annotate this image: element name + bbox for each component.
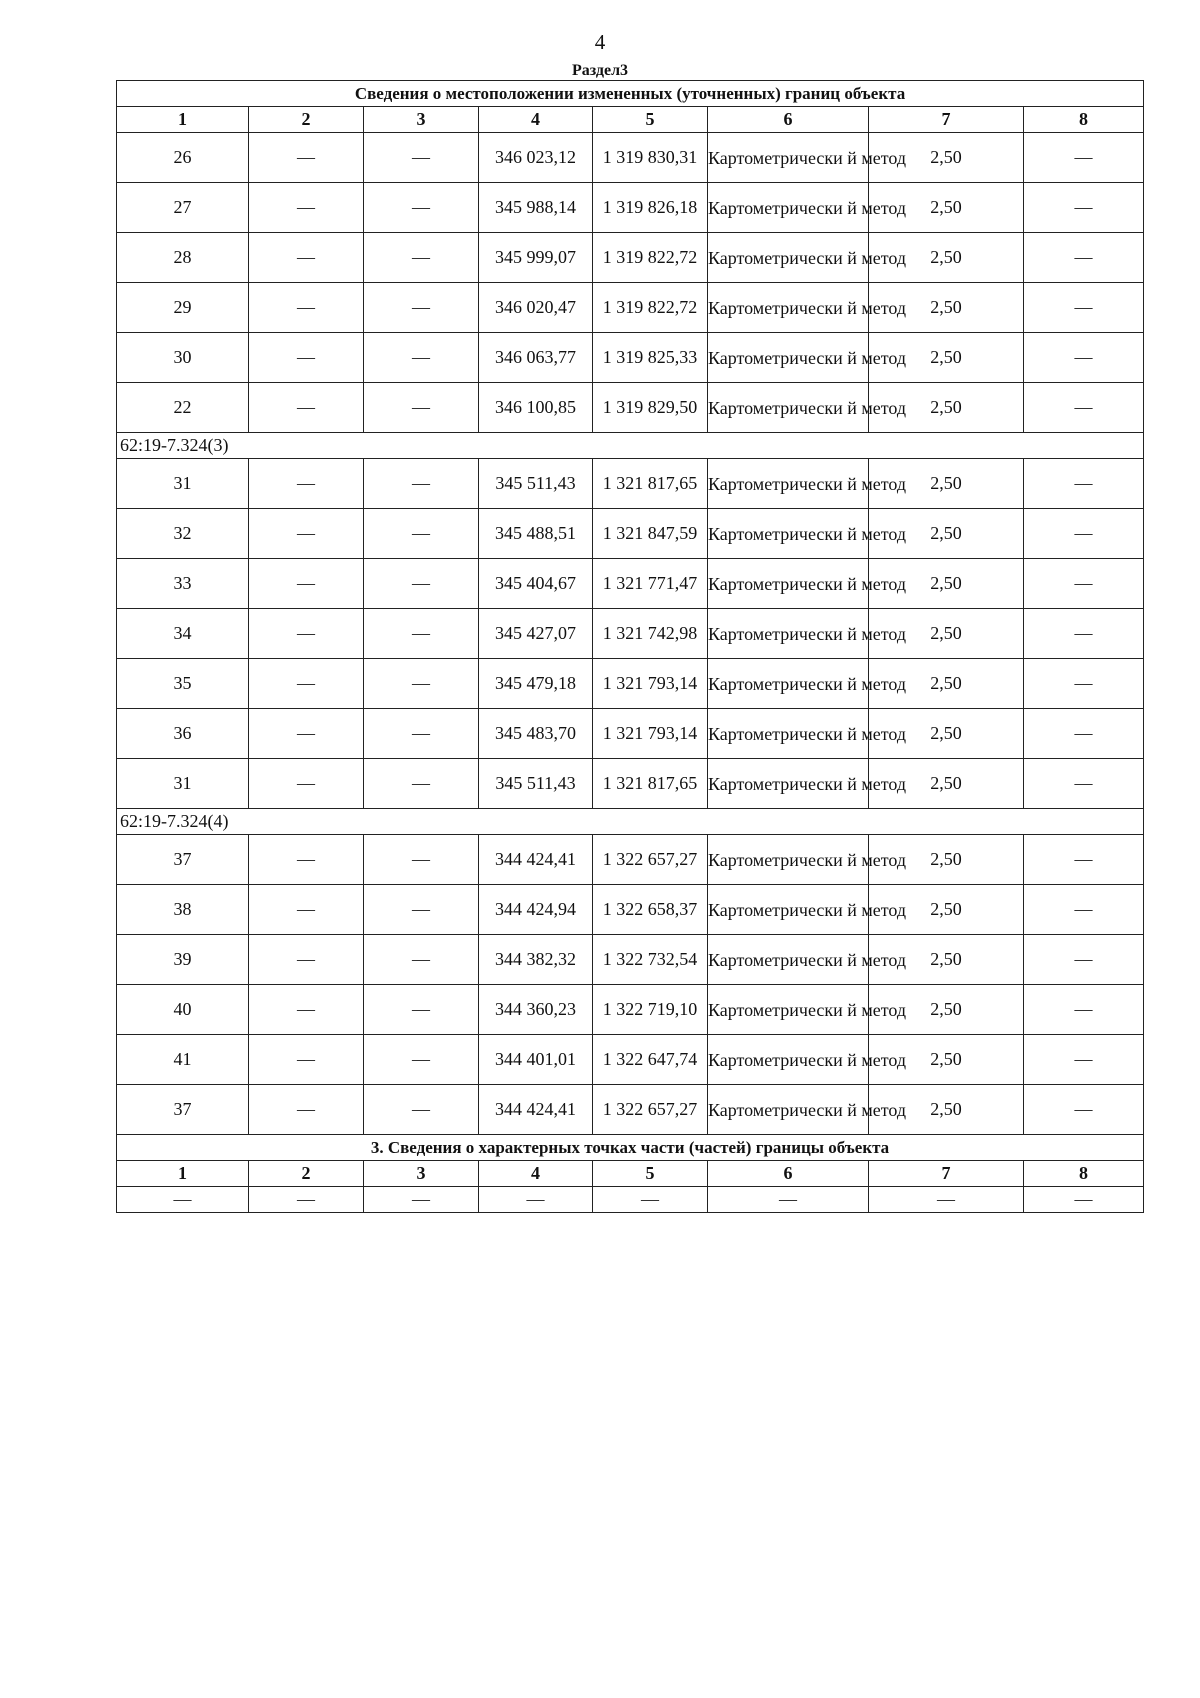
cell-col-2: — bbox=[249, 935, 364, 985]
table2-title-text: 3. Сведения о характерных точках части (частей) границы объекта bbox=[117, 1135, 1144, 1161]
cell-coord-y: 1 322 657,27 bbox=[593, 835, 708, 885]
cell-coord-y: 1 321 817,65 bbox=[593, 459, 708, 509]
table-row bbox=[117, 1035, 1144, 1085]
cell-coord-x: 345 511,43 bbox=[479, 459, 593, 509]
column-number-6: 6 bbox=[708, 107, 869, 133]
cell-accuracy: 2,50 bbox=[869, 183, 1024, 233]
cell-point-number: 31 bbox=[117, 759, 249, 809]
cell-col-8: — bbox=[1024, 509, 1144, 559]
cell-coord-y: 1 321 771,47 bbox=[593, 559, 708, 609]
table-row bbox=[117, 1187, 1144, 1213]
cell-col-3: — bbox=[364, 759, 479, 809]
table-row bbox=[117, 509, 1144, 559]
cell-col-3: — bbox=[364, 333, 479, 383]
cell-method: Картометрически й метод bbox=[708, 1085, 869, 1135]
cell-point-number: 28 bbox=[117, 233, 249, 283]
cell-point-number: 26 bbox=[117, 133, 249, 183]
cell-point-number: 34 bbox=[117, 609, 249, 659]
table-row bbox=[117, 383, 1144, 433]
cell-col-2: — bbox=[249, 1035, 364, 1085]
cell-accuracy: 2,50 bbox=[869, 709, 1024, 759]
table-row bbox=[117, 835, 1144, 885]
cell-col-2: — bbox=[249, 183, 364, 233]
cell-col-3: — bbox=[364, 183, 479, 233]
cell-col-8: — bbox=[1024, 759, 1144, 809]
cell-point-number: 22 bbox=[117, 383, 249, 433]
cell-coord-x: 345 511,43 bbox=[479, 759, 593, 809]
cell-method: Картометрически й метод bbox=[708, 283, 869, 333]
cell-method: Картометрически й метод bbox=[708, 459, 869, 509]
cell-col-2: — bbox=[249, 459, 364, 509]
cell-col-3: — bbox=[364, 233, 479, 283]
cell-accuracy: 2,50 bbox=[869, 283, 1024, 333]
cell-method: Картометрически й метод bbox=[708, 183, 869, 233]
cell-coord-y: 1 319 825,33 bbox=[593, 333, 708, 383]
cell-col-3: — bbox=[364, 133, 479, 183]
column-number-7: 7 bbox=[869, 107, 1024, 133]
cell-accuracy: 2,50 bbox=[869, 1085, 1024, 1135]
cell-col-3: — bbox=[364, 985, 479, 1035]
cell-coord-x: 344 360,23 bbox=[479, 985, 593, 1035]
cell-point-number: 36 bbox=[117, 709, 249, 759]
cell-coord-x: — bbox=[479, 1187, 593, 1213]
column-number-5: 5 bbox=[593, 107, 708, 133]
table-row bbox=[117, 609, 1144, 659]
cell-point-number: 37 bbox=[117, 1085, 249, 1135]
cell-accuracy: 2,50 bbox=[869, 509, 1024, 559]
cell-col-8: — bbox=[1024, 383, 1144, 433]
cell-method: — bbox=[708, 1187, 869, 1213]
cell-col-3: — bbox=[364, 509, 479, 559]
cell-col-2: — bbox=[249, 609, 364, 659]
column-number-5: 5 bbox=[593, 1161, 708, 1187]
cell-col-2: — bbox=[249, 283, 364, 333]
cell-col-8: — bbox=[1024, 283, 1144, 333]
cell-accuracy: 2,50 bbox=[869, 885, 1024, 935]
cell-point-number: 37 bbox=[117, 835, 249, 885]
cell-col-2: — bbox=[249, 835, 364, 885]
cell-coord-x: 345 488,51 bbox=[479, 509, 593, 559]
cell-col-3: — bbox=[364, 459, 479, 509]
cell-col-8: — bbox=[1024, 609, 1144, 659]
cell-method: Картометрически й метод bbox=[708, 709, 869, 759]
cell-coord-x: 346 020,47 bbox=[479, 283, 593, 333]
cell-point-number: 29 bbox=[117, 283, 249, 333]
table-row bbox=[117, 233, 1144, 283]
cell-point-number: 38 bbox=[117, 885, 249, 935]
column-number-8: 8 bbox=[1024, 107, 1144, 133]
cell-method: Картометрически й метод bbox=[708, 333, 869, 383]
group-label: 62:19-7.324(4) bbox=[117, 809, 1144, 835]
cell-method: Картометрически й метод bbox=[708, 383, 869, 433]
cell-coord-y: 1 321 793,14 bbox=[593, 659, 708, 709]
cell-method: Картометрически й метод bbox=[708, 759, 869, 809]
cell-coord-y: 1 319 822,72 bbox=[593, 283, 708, 333]
table-row bbox=[117, 459, 1144, 509]
cell-coord-x: 345 479,18 bbox=[479, 659, 593, 709]
cell-point-number: — bbox=[117, 1187, 249, 1213]
column-number-1: 1 bbox=[117, 107, 249, 133]
cell-coord-x: 344 382,32 bbox=[479, 935, 593, 985]
cell-accuracy: 2,50 bbox=[869, 333, 1024, 383]
cell-col-2: — bbox=[249, 1085, 364, 1135]
cell-accuracy: — bbox=[869, 1187, 1024, 1213]
cell-accuracy: 2,50 bbox=[869, 459, 1024, 509]
cell-method: Картометрически й метод bbox=[708, 233, 869, 283]
cell-accuracy: 2,50 bbox=[869, 835, 1024, 885]
cell-method: Картометрически й метод bbox=[708, 133, 869, 183]
table1-column-numbers bbox=[117, 107, 1144, 133]
cell-method: Картометрически й метод bbox=[708, 835, 869, 885]
cell-coord-y: 1 322 657,27 bbox=[593, 1085, 708, 1135]
cell-method: Картометрически й метод bbox=[708, 609, 869, 659]
boundary-points-table bbox=[116, 80, 1144, 1213]
column-number-8: 8 bbox=[1024, 1161, 1144, 1187]
cell-col-3: — bbox=[364, 885, 479, 935]
group-label-row bbox=[117, 433, 1144, 459]
cell-coord-x: 344 424,41 bbox=[479, 835, 593, 885]
group-label-row bbox=[117, 809, 1144, 835]
cell-coord-x: 346 100,85 bbox=[479, 383, 593, 433]
cell-accuracy: 2,50 bbox=[869, 559, 1024, 609]
table-row bbox=[117, 885, 1144, 935]
cell-coord-x: 346 023,12 bbox=[479, 133, 593, 183]
cell-col-8: — bbox=[1024, 459, 1144, 509]
cell-point-number: 35 bbox=[117, 659, 249, 709]
cell-col-3: — bbox=[364, 559, 479, 609]
cell-col-2: — bbox=[249, 509, 364, 559]
cell-coord-x: 345 404,67 bbox=[479, 559, 593, 609]
cell-method: Картометрически й метод bbox=[708, 985, 869, 1035]
cell-coord-y: 1 319 830,31 bbox=[593, 133, 708, 183]
cell-col-3: — bbox=[364, 1187, 479, 1213]
cell-col-8: — bbox=[1024, 133, 1144, 183]
cell-col-2: — bbox=[249, 1187, 364, 1213]
cell-coord-y: 1 319 829,50 bbox=[593, 383, 708, 433]
cell-method: Картометрически й метод bbox=[708, 509, 869, 559]
cell-col-8: — bbox=[1024, 935, 1144, 985]
cell-accuracy: 2,50 bbox=[869, 985, 1024, 1035]
cell-accuracy: 2,50 bbox=[869, 609, 1024, 659]
cell-col-8: — bbox=[1024, 835, 1144, 885]
cell-accuracy: 2,50 bbox=[869, 133, 1024, 183]
cell-coord-y: 1 322 719,10 bbox=[593, 985, 708, 1035]
table-row bbox=[117, 659, 1144, 709]
cell-accuracy: 2,50 bbox=[869, 383, 1024, 433]
cell-method: Картометрически й метод bbox=[708, 659, 869, 709]
cell-col-2: — bbox=[249, 233, 364, 283]
table-row bbox=[117, 1085, 1144, 1135]
cell-method: Картометрически й метод bbox=[708, 559, 869, 609]
cell-col-8: — bbox=[1024, 233, 1144, 283]
cell-col-8: — bbox=[1024, 885, 1144, 935]
cell-point-number: 31 bbox=[117, 459, 249, 509]
cell-coord-x: 345 988,14 bbox=[479, 183, 593, 233]
cell-col-3: — bbox=[364, 1035, 479, 1085]
cell-coord-x: 344 424,94 bbox=[479, 885, 593, 935]
cell-col-8: — bbox=[1024, 1035, 1144, 1085]
cell-point-number: 32 bbox=[117, 509, 249, 559]
column-number-6: 6 bbox=[708, 1161, 869, 1187]
cell-col-2: — bbox=[249, 333, 364, 383]
table-row bbox=[117, 133, 1144, 183]
table-row bbox=[117, 559, 1144, 609]
cell-method: Картометрически й метод bbox=[708, 935, 869, 985]
cell-coord-x: 345 999,07 bbox=[479, 233, 593, 283]
cell-coord-x: 345 427,07 bbox=[479, 609, 593, 659]
cell-accuracy: 2,50 bbox=[869, 1035, 1024, 1085]
table1-title-text: Сведения о местоположении измененных (уточненных) границ объекта bbox=[117, 81, 1144, 107]
column-number-4: 4 bbox=[479, 1161, 593, 1187]
cell-accuracy: 2,50 bbox=[869, 659, 1024, 709]
cell-col-3: — bbox=[364, 659, 479, 709]
cell-coord-y: — bbox=[593, 1187, 708, 1213]
cell-col-2: — bbox=[249, 383, 364, 433]
cell-col-2: — bbox=[249, 559, 364, 609]
cell-col-8: — bbox=[1024, 1187, 1144, 1213]
section-title: Раздел3 bbox=[571, 62, 629, 79]
cell-col-8: — bbox=[1024, 183, 1144, 233]
table-row bbox=[117, 333, 1144, 383]
table-row bbox=[117, 709, 1144, 759]
cell-coord-x: 344 401,01 bbox=[479, 1035, 593, 1085]
cell-coord-y: 1 322 647,74 bbox=[593, 1035, 708, 1085]
cell-point-number: 27 bbox=[117, 183, 249, 233]
cell-col-2: — bbox=[249, 985, 364, 1035]
cell-coord-y: 1 319 826,18 bbox=[593, 183, 708, 233]
table1-title bbox=[117, 81, 1144, 107]
cell-coord-y: 1 319 822,72 bbox=[593, 233, 708, 283]
page-number: 4 bbox=[594, 30, 606, 54]
table2-title bbox=[117, 1135, 1144, 1161]
cell-coord-y: 1 322 732,54 bbox=[593, 935, 708, 985]
cell-coord-y: 1 321 742,98 bbox=[593, 609, 708, 659]
cell-col-8: — bbox=[1024, 333, 1144, 383]
cell-col-3: — bbox=[364, 283, 479, 333]
cell-coord-y: 1 321 847,59 bbox=[593, 509, 708, 559]
cell-accuracy: 2,50 bbox=[869, 935, 1024, 985]
cell-col-3: — bbox=[364, 383, 479, 433]
table-row bbox=[117, 935, 1144, 985]
table-row bbox=[117, 985, 1144, 1035]
cell-coord-x: 345 483,70 bbox=[479, 709, 593, 759]
cell-coord-x: 346 063,77 bbox=[479, 333, 593, 383]
cell-coord-y: 1 321 817,65 bbox=[593, 759, 708, 809]
cell-col-8: — bbox=[1024, 1085, 1144, 1135]
cell-point-number: 40 bbox=[117, 985, 249, 1035]
cell-col-2: — bbox=[249, 659, 364, 709]
cell-col-2: — bbox=[249, 709, 364, 759]
cell-col-3: — bbox=[364, 609, 479, 659]
group-label: 62:19-7.324(3) bbox=[117, 433, 1144, 459]
table2-column-numbers bbox=[117, 1161, 1144, 1187]
cell-coord-y: 1 321 793,14 bbox=[593, 709, 708, 759]
cell-point-number: 30 bbox=[117, 333, 249, 383]
column-number-1: 1 bbox=[117, 1161, 249, 1187]
table-row bbox=[117, 183, 1144, 233]
cell-col-8: — bbox=[1024, 659, 1144, 709]
cell-col-3: — bbox=[364, 709, 479, 759]
cell-point-number: 41 bbox=[117, 1035, 249, 1085]
cell-point-number: 39 bbox=[117, 935, 249, 985]
cell-col-8: — bbox=[1024, 709, 1144, 759]
cell-col-3: — bbox=[364, 1085, 479, 1135]
cell-col-2: — bbox=[249, 885, 364, 935]
cell-col-3: — bbox=[364, 835, 479, 885]
cell-method: Картометрически й метод bbox=[708, 885, 869, 935]
cell-col-8: — bbox=[1024, 985, 1144, 1035]
column-number-2: 2 bbox=[249, 107, 364, 133]
table-row bbox=[117, 759, 1144, 809]
column-number-3: 3 bbox=[364, 107, 479, 133]
cell-col-3: — bbox=[364, 935, 479, 985]
cell-accuracy: 2,50 bbox=[869, 233, 1024, 283]
cell-col-8: — bbox=[1024, 559, 1144, 609]
column-number-4: 4 bbox=[479, 107, 593, 133]
cell-point-number: 33 bbox=[117, 559, 249, 609]
table-row bbox=[117, 283, 1144, 333]
cell-col-2: — bbox=[249, 759, 364, 809]
column-number-2: 2 bbox=[249, 1161, 364, 1187]
column-number-7: 7 bbox=[869, 1161, 1024, 1187]
cell-coord-y: 1 322 658,37 bbox=[593, 885, 708, 935]
column-number-3: 3 bbox=[364, 1161, 479, 1187]
cell-coord-x: 344 424,41 bbox=[479, 1085, 593, 1135]
cell-col-2: — bbox=[249, 133, 364, 183]
cell-method: Картометрически й метод bbox=[708, 1035, 869, 1085]
cell-accuracy: 2,50 bbox=[869, 759, 1024, 809]
